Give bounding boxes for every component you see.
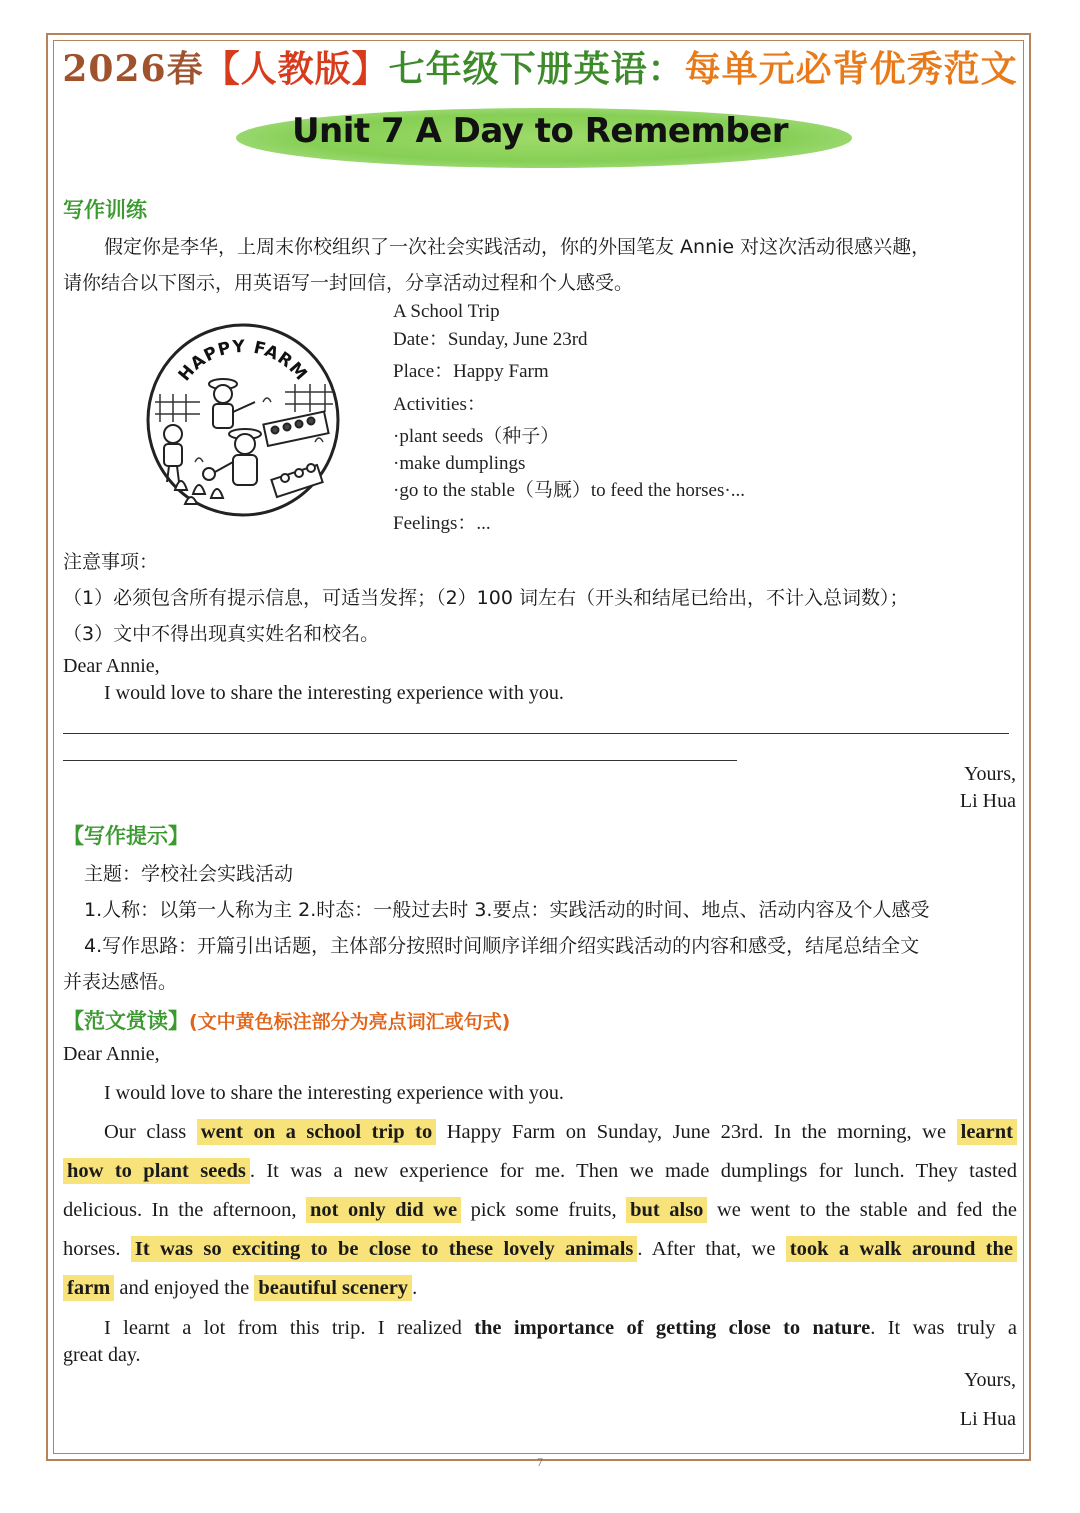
unit-title: Unit 7 A Day to Remember — [291, 111, 789, 151]
model-opening: I would love to share the interesting experience with you. — [104, 1082, 564, 1104]
note-line-1: （1）必须包含所有提示信息，可适当发挥；（2）100 词左右（开头和结尾已给出，不计入总词数）； — [63, 587, 909, 609]
task-opening: I would love to share the interesting experience with you. — [104, 682, 564, 704]
model-heading-note: (文中黄色标注部分为亮点词汇或句式) — [189, 1011, 511, 1033]
title-edition: 【人教版】 — [203, 48, 389, 90]
info-activity-3: ·go to the stable（马厩）to feed the horses·... — [393, 480, 745, 501]
writing-task-heading: 写作训练 — [63, 198, 147, 222]
model-signature: Li Hua — [959, 1408, 1016, 1430]
title-year: 2026春 — [62, 48, 204, 90]
answer-line-1 — [63, 733, 1009, 734]
page-title — [0, 44, 1080, 94]
tips-line-1: 1.人称：以第一人称为主 2.时态：一般过去时 3.要点：实践活动的时间、地点、活动内容及个人感受 — [84, 899, 930, 921]
essay-p1-line-1: Our class went on a school trip to Happy Farm on Sunday, June 23rd. In the morning, we learnt — [104, 1117, 1017, 1147]
title-grade: 七年级下册英语： — [388, 48, 685, 90]
essay-p1-line-2: how to plant seeds . It was a new experience for me. Then we made dumplings for lunch. They tasted — [63, 1156, 1017, 1186]
page-number: 7 — [537, 1455, 543, 1469]
happy-farm-illustration — [145, 322, 341, 518]
info-feelings: Feelings：... — [393, 513, 491, 534]
prompt-line-2: 请你结合以下图示，用英语写一封回信，分享活动过程和个人感受。 — [63, 272, 634, 294]
task-signature: Li Hua — [959, 790, 1016, 812]
answer-line-2 — [63, 760, 737, 761]
info-activities-label: Activities： — [393, 394, 486, 415]
highlight-learnt: learnt — [957, 1119, 1017, 1145]
highlight-took-a-walk: took a walk around the — [786, 1236, 1017, 1262]
highlight-not-only: not only did we — [306, 1197, 461, 1223]
notes-heading: 注意事项： — [63, 551, 159, 573]
info-activity-1: ·plant seeds（种子） — [393, 426, 560, 447]
highlight-so-exciting: It was so exciting to be close to these lovely animals — [131, 1236, 638, 1262]
highlight-but-also: but also — [626, 1197, 707, 1223]
info-title: A School Trip — [393, 301, 500, 322]
essay-p1-line-3: delicious. In the afternoon, not only did we pick some fruits, but also we went to the stable and fed the — [63, 1199, 1017, 1221]
tips-heading: 【写作提示】 — [63, 824, 189, 848]
info-activity-2: ·make dumplings — [393, 453, 526, 474]
tips-line-3: 并表达感悟。 — [63, 971, 178, 993]
tips-topic: 主题：学校社会实践活动 — [84, 863, 294, 885]
bold-importance-of-nature: the importance of getting close to nature — [474, 1317, 871, 1339]
highlight-went-on-trip: went on a school trip to — [197, 1119, 436, 1145]
model-heading-label: 【范文赏读】 — [63, 1009, 189, 1033]
info-date: Date：Sunday, June 23rd — [393, 329, 588, 350]
highlight-plant-seeds: how to plant seeds — [63, 1158, 250, 1184]
essay-p2-line-1: I learnt a lot from this trip. I realized the importance of getting close to nature. It was truly a — [104, 1317, 1017, 1339]
illustration-banner-text: HAPPY FARM — [174, 336, 312, 386]
highlight-farm: farm — [63, 1275, 114, 1301]
essay-p2-line-2: great day. — [63, 1344, 141, 1366]
essay-p1-line-4: horses. It was so exciting to be close to these lovely animals . After that, we took a walk around the — [63, 1234, 1017, 1264]
model-heading — [63, 1006, 510, 1037]
title-tail: 每单元必背优秀范文 — [684, 48, 1018, 90]
model-closing: Yours, — [964, 1369, 1016, 1391]
prompt-line-1: 假定你是李华，上周末你校组织了一次社会实践活动，你的外国笔友 Annie 对这次活动很感兴趣， — [104, 236, 931, 258]
task-greeting: Dear Annie, — [63, 655, 160, 677]
info-place: Place：Happy Farm — [393, 361, 549, 382]
note-line-2: （3）文中不得出现真实姓名和校名。 — [63, 623, 380, 645]
highlight-beautiful-scenery: beautiful scenery — [254, 1275, 412, 1301]
task-closing: Yours, — [964, 763, 1016, 785]
model-greeting: Dear Annie, — [63, 1043, 160, 1065]
tips-line-2: 4.写作思路：开篇引出话题，主体部分按照时间顺序详细介绍实践活动的内容和感受，结尾总结全文 — [84, 935, 920, 957]
essay-p1-line-5: farm and enjoyed the beautiful scenery . — [63, 1273, 1017, 1303]
